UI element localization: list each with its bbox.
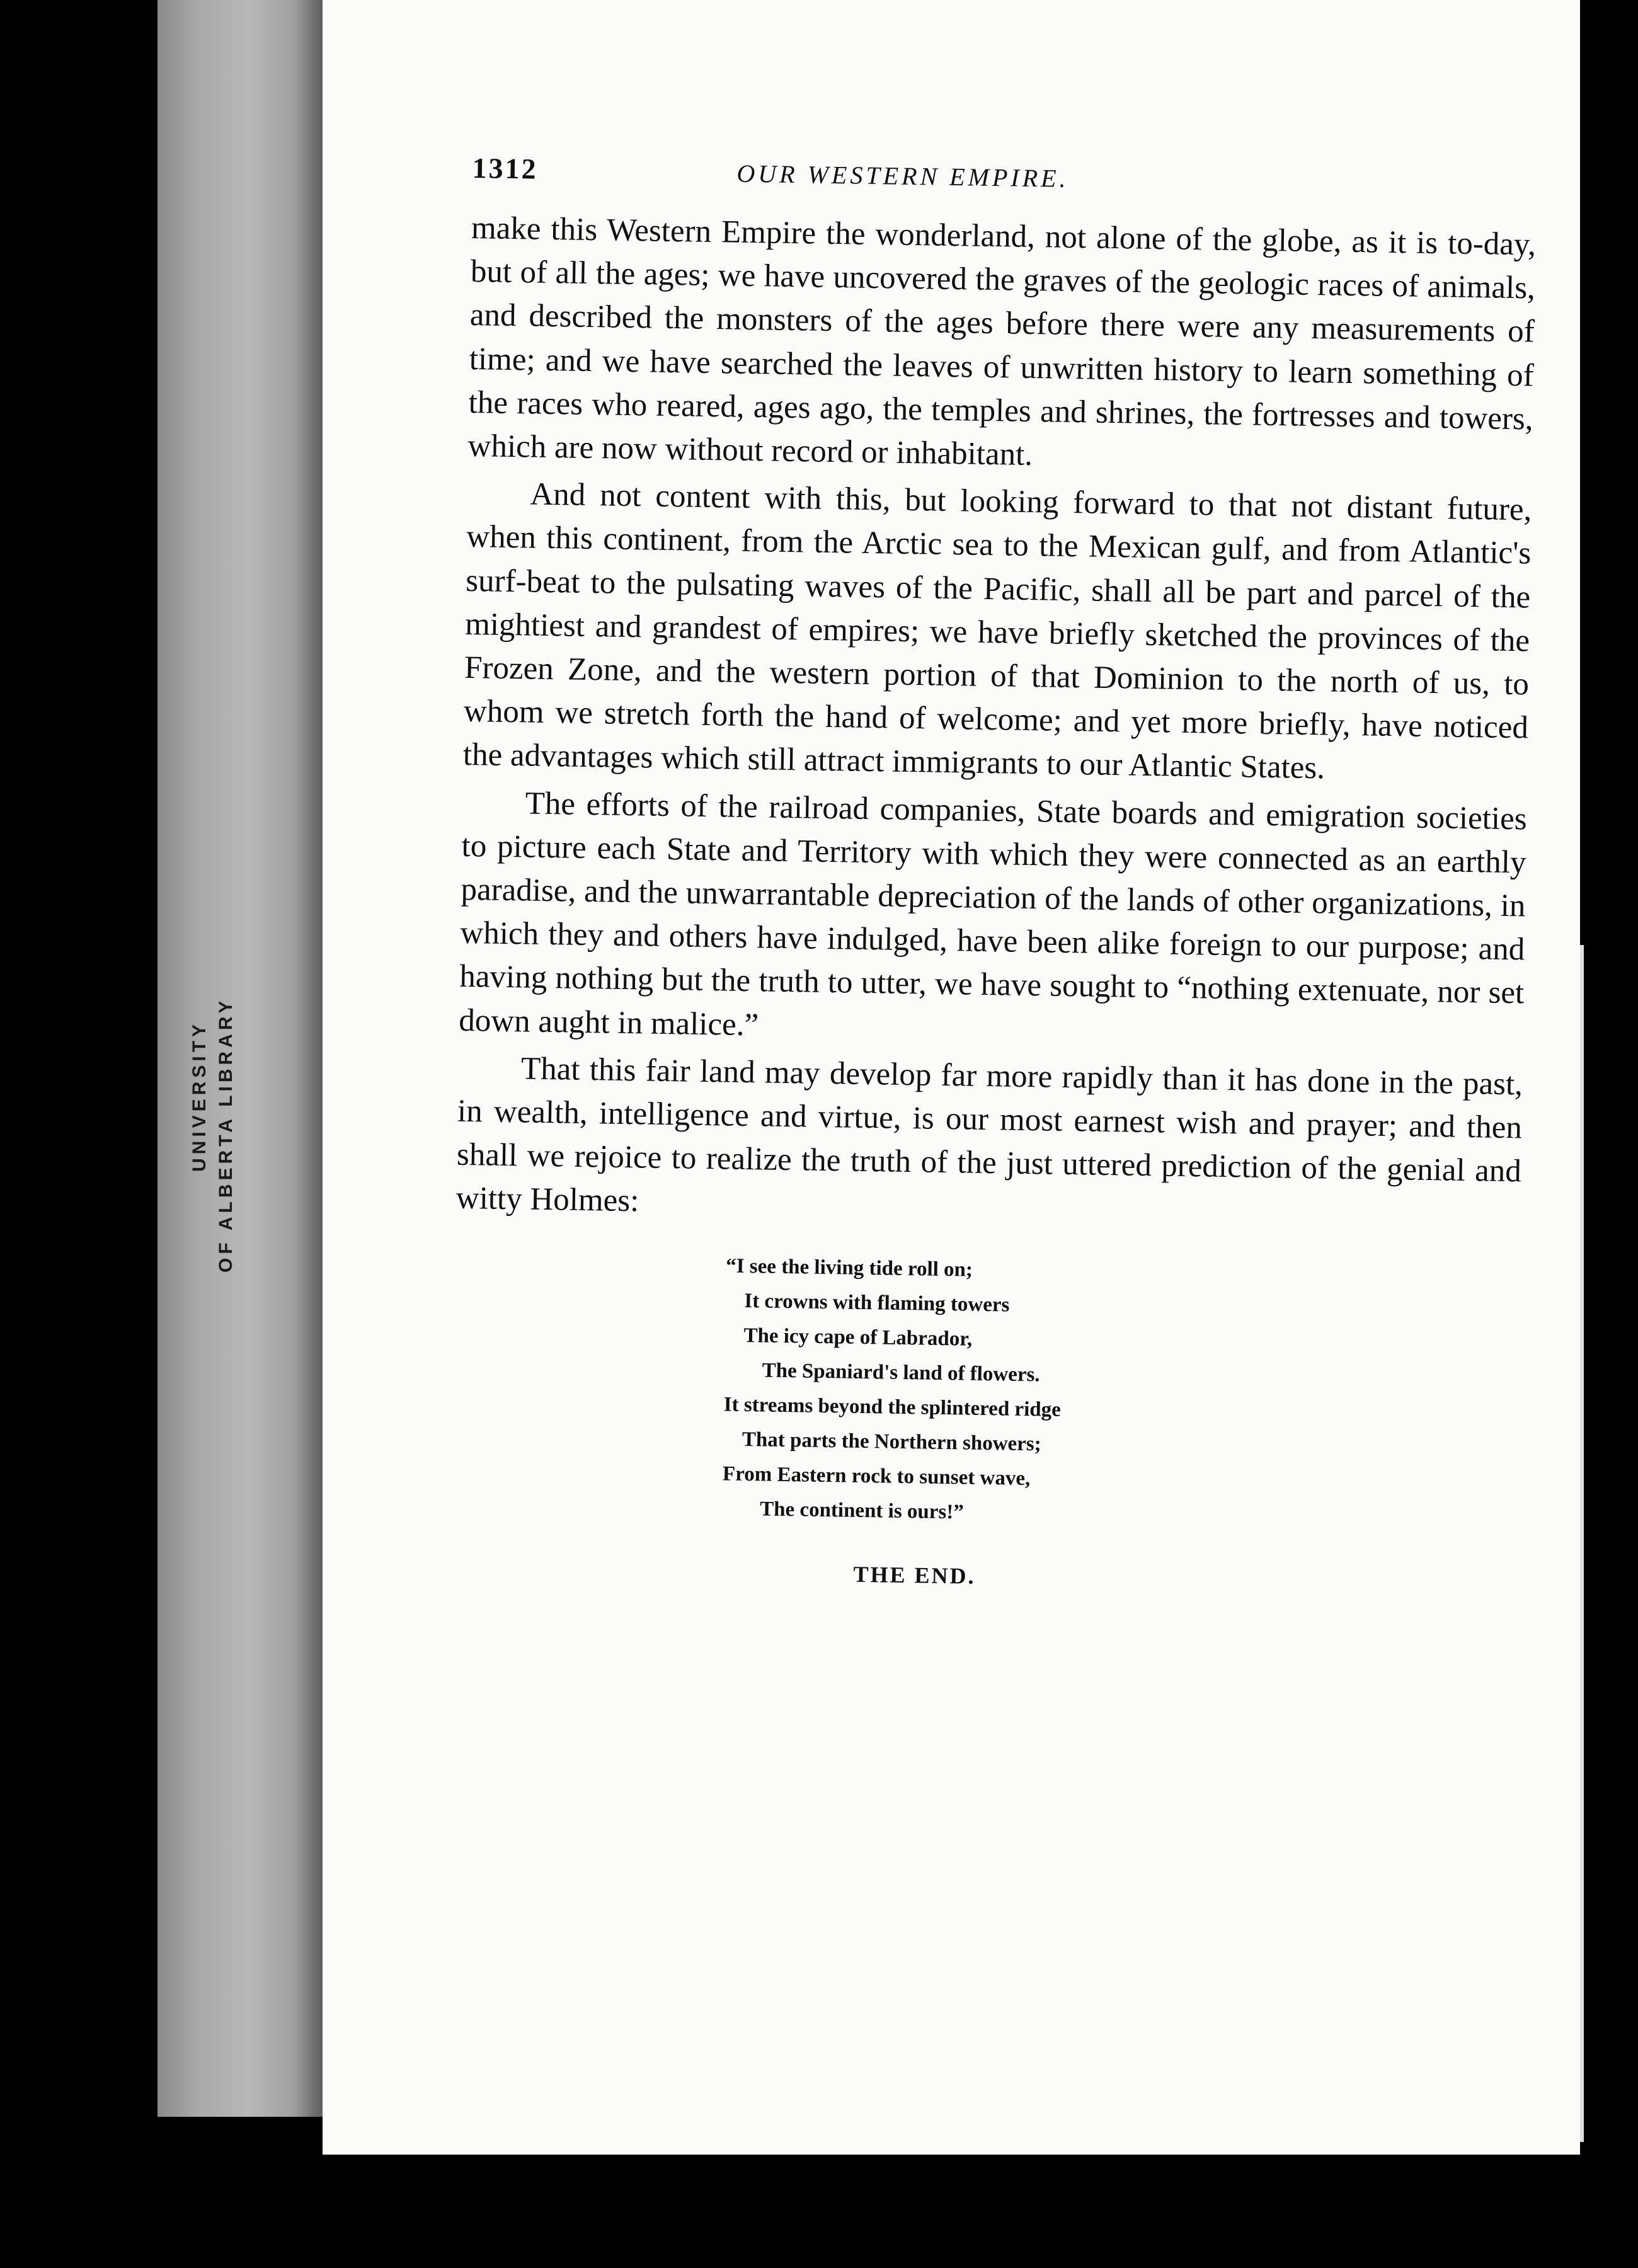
end-mark: THE END. — [853, 1561, 976, 1589]
verse-line: The continent is ours!” — [759, 1498, 965, 1524]
verse-line: It crowns with flaming towers — [744, 1289, 1010, 1317]
book-page — [323, 0, 1580, 2155]
page-header — [472, 151, 1537, 212]
page-content — [450, 151, 1537, 1598]
running-head: OUR WESTERN EMPIRE. — [736, 159, 1069, 193]
verse-line: The icy cape of Labrador, — [743, 1324, 973, 1351]
verse-line: That parts the Northern showers; — [742, 1428, 1041, 1456]
page-number: 1312 — [472, 151, 538, 185]
paragraph: That this fair land may develop far more rapidly than it has done in the past, in wealth, intelligence and virtue, is our most earnest wish and prayer; and then shall we rejoice to realize the truth of the just uttered prediction of the genial and witty Holmes: — [455, 1051, 1523, 1219]
gutter-shadow — [296, 0, 323, 2117]
library-stamp — [189, 895, 236, 1279]
paragraph-continued: make this Western Empire the wonderland, not alone of the globe, as it is to-day, but of all the ages; we have uncovered the graves of the geologic races of animals, and described the monsters of the ages before there were any measurements of time; and we have searched the leaves of unwritten history to learn something of the races who reared, ages ago, the temples and shrines, the fortresses and towers, which are now without record or inhabitant. — [467, 210, 1537, 473]
verse-line: The Spaniard's land of flowers. — [762, 1359, 1040, 1387]
stamp-line-library: OF ALBERTA LIBRARY — [215, 997, 236, 1273]
verse-quotation — [722, 1249, 1520, 1538]
paragraph: The efforts of the railroad companies, State boards and emigration societies to picture each State and Territory with which they were connected as an earthly paradise, and the unwarrantable depreciation of the lands of other organizations, in which they and others have indulged, have been alike foreign to our purpose; and having nothing but the truth to utter, we have sought to “nothing extenuate, nor set down aught in malice.” — [458, 786, 1527, 1043]
stamp-line-university: UNIVERSITY — [189, 1020, 210, 1172]
verse-line: From Eastern rock to sunset wave, — [722, 1462, 1031, 1490]
verse-line: “I see the living tide roll on; — [725, 1254, 973, 1281]
verse-line: It streams beyond the splintered ridge — [723, 1393, 1062, 1421]
body-text — [455, 207, 1536, 1237]
next-page-edge — [1580, 945, 1584, 2142]
paragraph: And not content with this, but looking forward to that not distant future, when this continent, from the Arctic sea to the Mexican gulf, and from Atlantic's surf-beat to the pulsating waves of the Pacific, shall all be part and parcel of the mightiest and grandest of empires; we have briefly sketched the provinces of the Frozen Zone, and the western portion of that Dominion to the north of us, to whom we stretch forth the hand of welcome; and yet more briefly, have noticed the advantages which still attract immigrants to our Atlantic States. — [462, 476, 1532, 786]
